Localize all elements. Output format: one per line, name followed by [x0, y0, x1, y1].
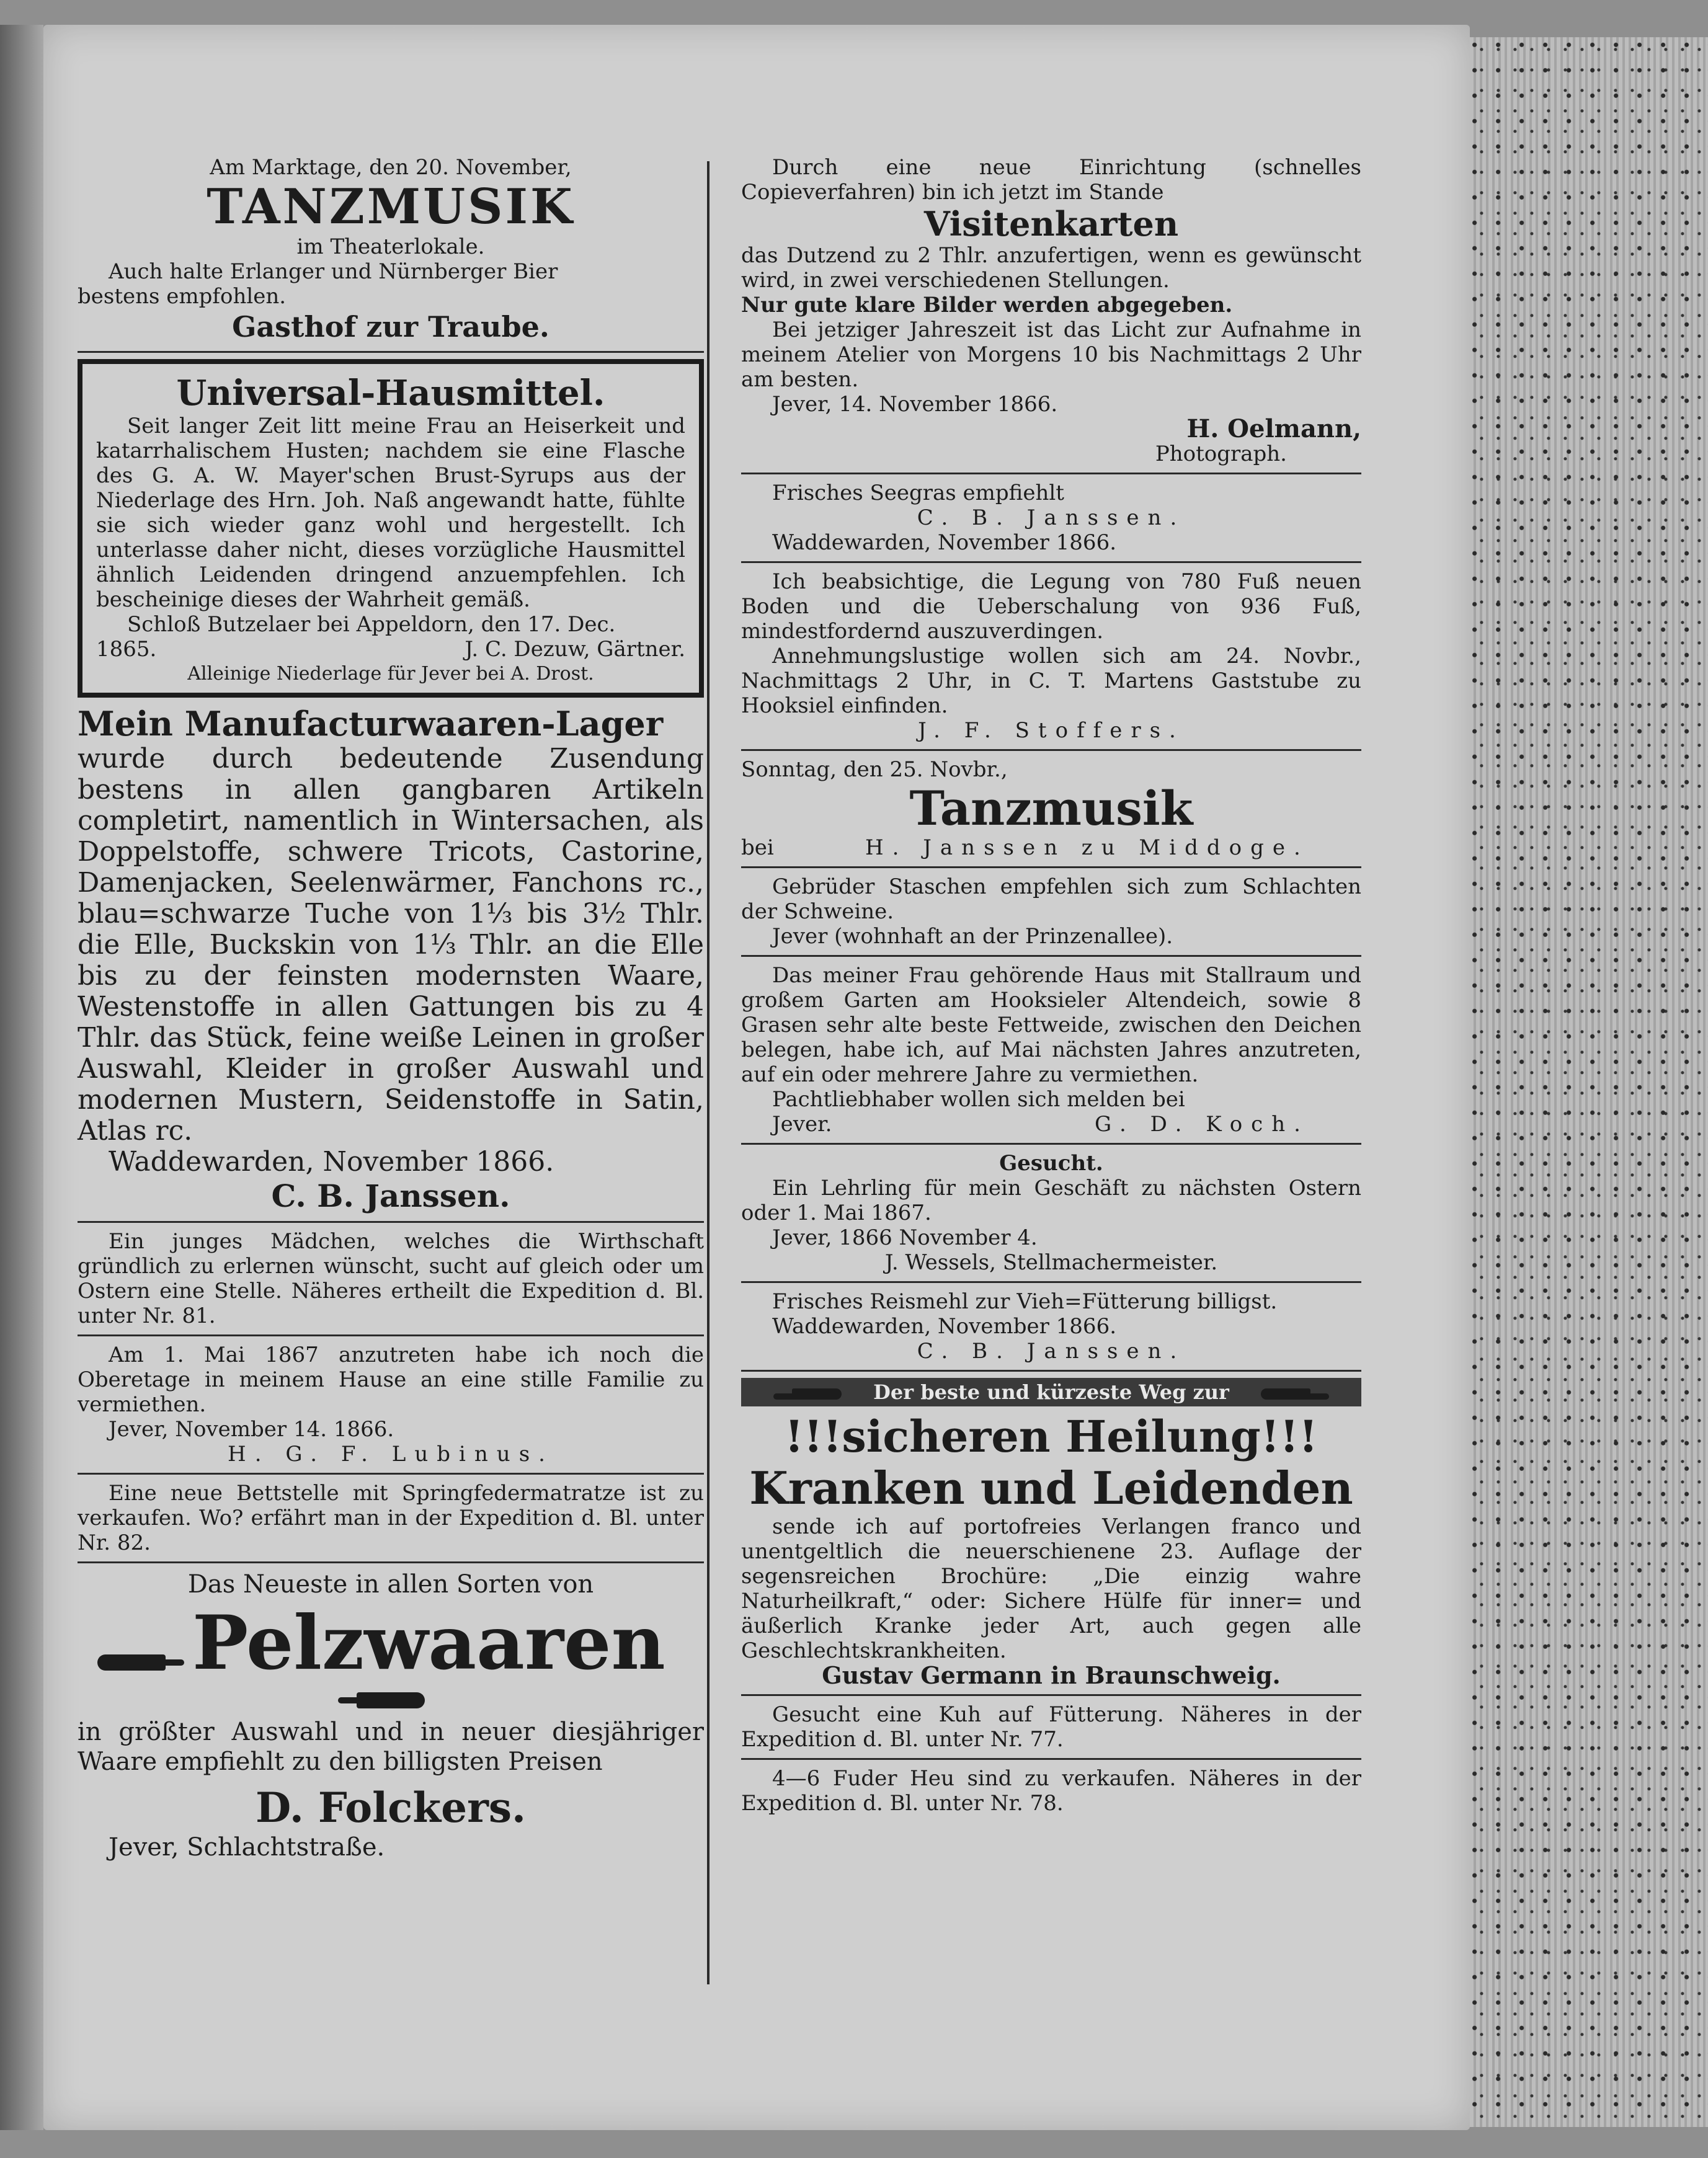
ad-body: 4—6 Fuder Heu sind zu verkaufen. Näheres in der Expedition d. Bl. unter Nr. 78. [741, 1766, 1361, 1816]
ad-tanzmusik-middoge [741, 757, 1361, 860]
ad-line: im Theaterlokale. [296, 234, 485, 259]
ad-maedchen [78, 1229, 704, 1328]
rule [741, 1143, 1361, 1145]
ad-signature: H. Janssen zu Middoge. [865, 835, 1309, 860]
ad-year: 1865. [96, 637, 157, 662]
ad-body: Pachtliebhaber wollen sich melden bei [772, 1087, 1185, 1112]
pointing-hand-icon [97, 1654, 166, 1671]
ad-title: Visitenkarten [923, 204, 1179, 244]
pointing-hand-icon [1261, 1388, 1310, 1400]
ad-heu [741, 1766, 1361, 1816]
ad-title: TANZMUSIK [207, 179, 575, 235]
ad-body: sende ich auf portofreies Verlangen franco und unentgeltlich die neuerschienene 23. Auflage der segensreichen Brochüre: „Die einzig wahre Naturheilkraft,“ oder: Sichere Hülfe für inner= und äußerlich Kranke jeder Art, auch gegen alle Geschlechtskrankheiten. [741, 1514, 1361, 1663]
rule [78, 1334, 704, 1336]
rule [741, 561, 1361, 563]
ad-signature: H. G. F. Lubinus. [228, 1442, 554, 1467]
ad-kuh [741, 1702, 1361, 1752]
rule [741, 1281, 1361, 1283]
ad-footer: Alleinige Niederlage für Jever bei A. Drost. [187, 663, 594, 685]
ad-signature: J. Wessels, Stellmachermeister. [884, 1250, 1218, 1275]
ad-place: Jever, 14. November 1866. [772, 392, 1058, 417]
ad-title: Mein Manufacturwaaren-Lager [78, 704, 664, 744]
ad-bettstelle [78, 1481, 704, 1555]
rule [741, 1758, 1361, 1760]
ad-signature: Gustav Germann in Braunschweig. [822, 1661, 1281, 1689]
right-column [741, 155, 1361, 1816]
ad-line: Auch halte Erlanger und Nürnberger Bier [109, 259, 558, 284]
ad-line: Am Marktage, den 20. November, [210, 155, 572, 180]
rule [741, 866, 1361, 868]
ad-place: Jever (wohnhaft an der Prinzenallee). [772, 924, 1173, 949]
column-divider [707, 161, 709, 1984]
rule [78, 351, 704, 353]
ad-signature: Gasthof zur Traube. [232, 310, 549, 344]
ad-body: Gebrüder Staschen empfehlen sich zum Schlachten der Schweine. [741, 874, 1361, 924]
ad-place: Schloß Butzelaer bei Appeldorn, den 17. Dec. [127, 612, 616, 637]
ad-signature: H. Oelmann, [1186, 414, 1361, 443]
ad-body: Seit langer Zeit litt meine Frau an Heiserkeit und katarrhalischem Husten; nachdem sie eine Flasche des G. A. W. Mayer'schen Brust-Syrups aus der Niederlage des Hrn. Joh. Naß angewandt hatte, fühlte sie sich wieder ganz wohl und hergestellt. Ich unterlasse daher nicht, dieses vorzügliche Hausmittel ähnlich Leidenden dringend anzuempfehlen. Ich bescheinige dieses der Wahrheit gemäß. [96, 414, 685, 612]
pointing-hand-icon [357, 1692, 425, 1708]
ad-seegras [741, 481, 1361, 555]
ad-oberetage [78, 1343, 704, 1467]
ad-title: Universal-Hausmittel. [176, 373, 605, 414]
rule [78, 1473, 704, 1475]
ad-line: Frisches Seegras empfiehlt [772, 481, 1064, 505]
ad-place: Waddewarden, November 1866. [772, 530, 1117, 555]
ad-schlachten [741, 874, 1361, 949]
ad-subtitle: Kranken und Leidenden [749, 1462, 1353, 1514]
left-column [78, 155, 704, 1862]
ad-visitenkarten [741, 155, 1361, 466]
ad-signature: G. D. Koch. [1095, 1112, 1309, 1137]
ad-signature: J. F. Stoffers. [918, 718, 1185, 743]
ad-place: Waddewarden, November 1866. [772, 1314, 1117, 1339]
ad-body: Frisches Reismehl zur Vieh=Fütterung billigst. [772, 1289, 1278, 1314]
rule [741, 1694, 1361, 1696]
ad-signature: J. C. Dezuw, Gärtner. [465, 637, 685, 662]
ad-line: Sonntag, den 25. Novbr., [741, 757, 1008, 782]
ad-line: das Dutzend zu 2 Thlr. anzufertigen, wenn es gewünscht wird, in zwei verschiedenen Stellungen. [741, 243, 1361, 293]
ad-signature: C. B. Janssen. [917, 505, 1186, 530]
ad-place: Jever, November 14. 1866. [109, 1417, 394, 1442]
ad-line: Bei jetziger Jahreszeit ist das Licht zur Aufnahme in meinem Atelier von Morgens 10 bis Nachmittags 2 Uhr am besten. [741, 317, 1361, 392]
ad-body: in größter Auswahl und in neuer diesjähriger Waare empfiehlt zu den billigsten Preisen [78, 1718, 704, 1776]
ad-line: Durch eine neue Einrichtung (schnelles Copieverfahren) bin ich jetzt im Stande [741, 155, 1361, 205]
ad-place: Jever, Schlachtstraße. [109, 1833, 385, 1862]
ad-place: Jever. [772, 1112, 832, 1137]
ad-manufactur [78, 704, 704, 1215]
ad-place: Waddewarden, November 1866. [109, 1146, 554, 1178]
ad-signature: C. B. Janssen. [917, 1339, 1186, 1364]
ad-body: Eine neue Bettstelle mit Springfedermatratze ist zu verkaufen. Wo? erfährt man in der Expedition d. Bl. unter Nr. 82. [78, 1481, 704, 1555]
ad-title: Gesucht. [999, 1151, 1103, 1176]
ad-place: Jever, 1866 November 4. [772, 1225, 1038, 1250]
rule [741, 955, 1361, 957]
ad-body: Das meiner Frau gehörende Haus mit Stallraum und großem Garten am Hooksieler Altendeich, sowie 8 Grasen sehr alte beste Fettweide, zwischen den Deichen belegen, habe ich, auf Mai nächsten Jahres anzutreten, auf ein oder mehrere Jahre zu vermiethen. [741, 963, 1361, 1087]
rule [741, 749, 1361, 751]
ad-line: bei [741, 835, 774, 860]
ad-body: Ein junges Mädchen, welches die Wirthschaft gründlich zu erlernen wünscht, sucht auf gleich oder um Ostern eine Stelle. Näheres ertheilt die Expedition d. Bl. unter Nr. 81. [78, 1229, 704, 1328]
rule [741, 1370, 1361, 1372]
ad-signature: C. B. Janssen. [271, 1178, 510, 1214]
book-gutter [0, 25, 43, 2130]
ad-title: Pelzwaaren [192, 1599, 665, 1687]
ad-tanzmusik-theater [78, 155, 704, 345]
ad-banner-text: Der beste und kürzeste Weg zur [873, 1380, 1229, 1404]
rule [741, 473, 1361, 474]
ad-legung [741, 569, 1361, 743]
ad-line: Das Neueste in allen Sorten von [187, 1570, 594, 1599]
ad-body: Ich beabsichtige, die Legung von 780 Fuß neuen Boden und die Ueberschalung von 936 Fuß, mindestfordernd auszuverdingen. [741, 569, 1361, 644]
ad-stallraum [741, 963, 1361, 1137]
ad-body: wurde durch bedeutende Zusendung bestens in allen gangbaren Artikeln completirt, namentlich in Wintersachen, als Doppelstoffe, schwere Tricots, Castorine, Damenjacken, Seelenwärmer, Fanchons rc., blau=schwarze Tuche von 1⅓ bis 3½ Thlr. die Elle, Buckskin von 1⅓ Thlr. an die Elle bis zu der feinsten modernsten Waare, Westenstoffe in allen Gattungen bis zu 4 Thlr. das Stück, feine weiße Leinen in großer Auswahl, Kleider in großer Auswahl und modernen Mustern, Seidenstoffe in Satin, Atlas rc. [78, 743, 704, 1147]
ad-reismehl [741, 1289, 1361, 1364]
ad-title: !!!sicheren Heilung!!! [785, 1411, 1318, 1462]
ad-signature: D. Folckers. [256, 1783, 526, 1832]
ad-title: Tanzmusik [909, 781, 1193, 836]
ad-body: Am 1. Mai 1867 anzutreten habe ich noch die Oberetage in meinem Hause an eine stille Familie zu vermiethen. [78, 1343, 704, 1417]
ad-hausmittel [78, 359, 704, 698]
ad-role: Photograph. [1155, 442, 1287, 466]
ad-body: Gesucht eine Kuh auf Fütterung. Näheres in der Expedition d. Bl. unter Nr. 77. [741, 1702, 1361, 1752]
rule [78, 1561, 704, 1563]
ad-line: bestens empfohlen. [78, 284, 287, 309]
ad-banner [741, 1378, 1361, 1406]
rule [78, 1221, 704, 1223]
pointing-hand-icon [792, 1388, 842, 1400]
ad-heilung [741, 1378, 1361, 1688]
speckled-book-edge [1470, 37, 1708, 2127]
ad-gesucht-lehrling [741, 1151, 1361, 1275]
ad-line: Nur gute klare Bilder werden abgegeben. [741, 293, 1233, 317]
ad-body: Ein Lehrling für mein Geschäft zu nächsten Ostern oder 1. Mai 1867. [741, 1176, 1361, 1225]
ad-pelzwaaren [78, 1570, 704, 1862]
ad-body: Annehmungslustige wollen sich am 24. Novbr., Nachmittags 2 Uhr, in C. T. Martens Gaststube zu Hooksiel einfinden. [741, 644, 1361, 718]
